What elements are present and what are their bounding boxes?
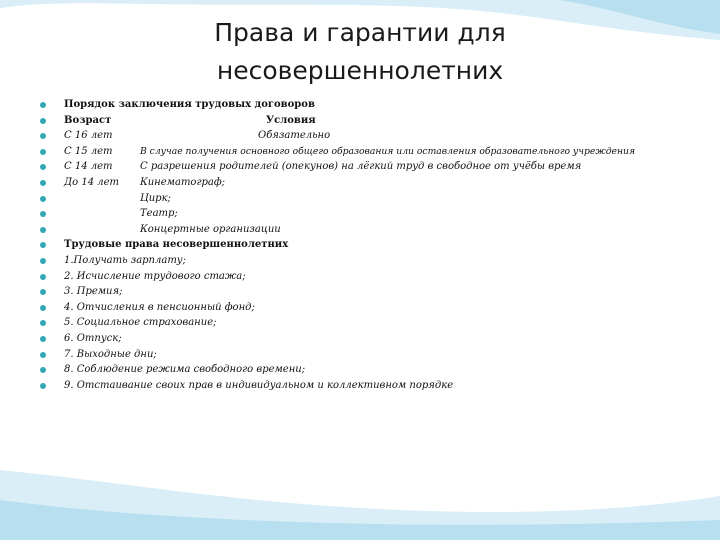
list-item: Театр; [40, 206, 700, 222]
list-item: С 16 лет Обязательно [40, 128, 700, 144]
bullet-dot [40, 367, 46, 373]
bullet-dot [40, 227, 46, 233]
list-item: Концертные организации [40, 222, 700, 238]
bullet-dot [40, 383, 46, 389]
list-item: Цирк; [40, 191, 700, 207]
list-item: 6. Отпуск; [40, 331, 700, 347]
bullet-dot [40, 320, 46, 326]
table-header-row [40, 113, 700, 129]
list-item: 2. Исчисление трудового стажа; [40, 269, 700, 285]
list-item: С 15 лет В случае получения основного общего образования или оставления образовательного учреждения [40, 144, 700, 160]
list-item: 5. Социальное страхование; [40, 315, 700, 331]
bullet-dot [40, 258, 46, 264]
bullet-dot [40, 164, 46, 170]
slide-title-line-1: Права и гарантии для [214, 18, 506, 47]
bullet-dot [40, 289, 46, 295]
column-header-conditions: Условия [266, 114, 316, 126]
bullet-dot [40, 133, 46, 139]
slide-title [0, 14, 720, 90]
bullet-dot [40, 149, 46, 155]
slide-title-line-2: несовершеннолетних [216, 56, 504, 85]
bullet-dot [40, 274, 46, 280]
bullet-dot [40, 352, 46, 358]
bullet-dot [40, 118, 46, 124]
bullet-dot [40, 211, 46, 217]
bullet-dot [40, 196, 46, 202]
column-header-age: Возраст [64, 114, 112, 126]
list-item: 3. Премия; [40, 284, 700, 300]
bullet-dot [40, 102, 46, 108]
list-item: 8. Соблюдение режима свободного времени; [40, 362, 700, 378]
section-heading-contracts: Порядок заключения трудовых договоров [40, 97, 700, 113]
list-item: До 14 лет Кинематограф; [40, 175, 700, 191]
list-item: 4. Отчисления в пенсионный фонд; [40, 300, 700, 316]
list-item: 1.Получать зарплату; [40, 253, 700, 269]
bullet-dot [40, 305, 46, 311]
section-heading-rights: Трудовые права несовершеннолетних [40, 237, 700, 253]
bullet-dot [40, 242, 46, 248]
list-item: С 14 лет С разрешения родителей (опекунов) на лёгкий труд в свободное от учёбы время [40, 159, 700, 175]
bullet-dot [40, 336, 46, 342]
bullet-dot [40, 180, 46, 186]
list-item: 7. Выходные дни; [40, 347, 700, 363]
list-item: 9. Отстаивание своих прав в индивидуальном и коллективном порядке [40, 378, 700, 394]
bullet-list [40, 97, 700, 393]
